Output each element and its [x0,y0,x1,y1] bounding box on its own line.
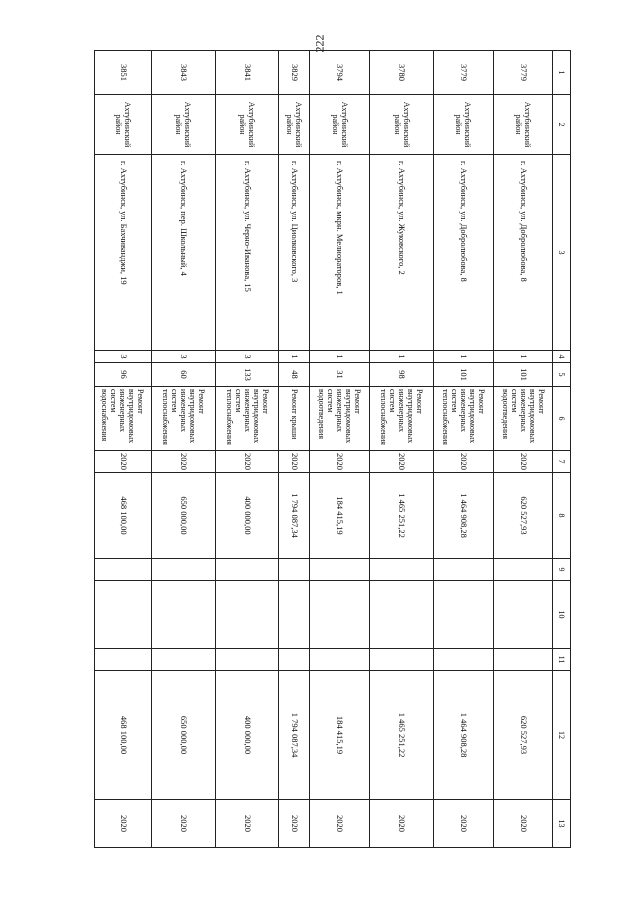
cell-c11 [95,649,152,671]
cell-address: г. Ахтубинск, ул. Циолковского, 3 [279,155,310,351]
cell-c8: 1 465 251,22 [370,473,434,559]
cell-year: 2020 [279,451,310,473]
col-header-7: 7 [553,451,571,473]
cell-c4: 1 [434,351,494,363]
cell-c12: 468 100,00 [95,671,152,800]
cell-c10 [434,581,494,649]
cell-c5: 101 [493,363,553,387]
cell-address: г. Ахтубинск, ул. Черно-Иванова, 15 [215,155,279,351]
cell-address: г. Ахтубинск, ул. Жуковского, 2 [370,155,434,351]
col-header-2: 2 [553,95,571,155]
col-header-12: 12 [553,671,571,800]
cell-id: 3851 [95,51,152,95]
cell-c13: 2020 [370,800,434,848]
cell-c5: 96 [95,363,152,387]
table-row [95,51,152,848]
cell-c13: 2020 [434,800,494,848]
table-row [279,51,310,848]
cell-c12: 184 415,19 [310,671,370,800]
cell-c8: 1 794 087,34 [279,473,310,559]
cell-c5: 48 [279,363,310,387]
cell-district: Ахтубинский район [370,95,434,155]
cell-c4: 3 [95,351,152,363]
table-row [370,51,434,848]
cell-address: г. Ахтубинск, пер. Школьный, 4 [151,155,215,351]
cell-c13: 2020 [95,800,152,848]
cell-c9 [310,559,370,581]
table-row [493,51,553,848]
cell-c11 [493,649,553,671]
cell-c10 [493,581,553,649]
cell-c10 [215,581,279,649]
cell-id: 3779 [434,51,494,95]
cell-c4: 1 [370,351,434,363]
cell-c12: 1 794 087,34 [279,671,310,800]
cell-c8: 184 415,19 [310,473,370,559]
cell-c5: 31 [310,363,370,387]
cell-id: 3780 [370,51,434,95]
table-row [151,51,215,848]
col-header-4: 4 [553,351,571,363]
cell-id: 3779 [493,51,553,95]
table-wrapper [94,50,571,847]
header-row [553,51,571,848]
cell-district: Ахтубинский район [493,95,553,155]
cell-address: г. Ахтубинск, ул. Бахчиванджи, 19 [95,155,152,351]
cell-c5: 101 [434,363,494,387]
cell-id: 3843 [151,51,215,95]
cell-c10 [151,581,215,649]
cell-year: 2020 [434,451,494,473]
cell-c4: 1 [310,351,370,363]
cell-c9 [215,559,279,581]
cell-c8: 650 000,00 [151,473,215,559]
cell-c10 [279,581,310,649]
cell-c4: 1 [493,351,553,363]
cell-c11 [151,649,215,671]
col-header-10: 10 [553,581,571,649]
cell-work: Ремонт внутридомовых инженерных систем теплоснабжения [151,387,215,451]
cell-c13: 2020 [151,800,215,848]
cell-address: г. Ахтубинск, ул. Добролюбова, 8 [493,155,553,351]
cell-id: 3794 [310,51,370,95]
col-header-3: 3 [553,155,571,351]
cell-year: 2020 [493,451,553,473]
col-header-11: 11 [553,649,571,671]
cell-work: Ремонт внутридомовых инженерных систем водоотведения [493,387,553,451]
cell-c12: 400 000,00 [215,671,279,800]
cell-year: 2020 [95,451,152,473]
cell-c5: 98 [370,363,434,387]
data-table [94,50,571,848]
cell-c11 [215,649,279,671]
table-row [434,51,494,848]
cell-year: 2020 [151,451,215,473]
cell-district: Ахтубинский район [279,95,310,155]
col-header-9: 9 [553,559,571,581]
cell-year: 2020 [215,451,279,473]
page-number-text: 222 [312,34,327,53]
cell-c9 [493,559,553,581]
col-header-8: 8 [553,473,571,559]
cell-c10 [95,581,152,649]
col-header-13: 13 [553,800,571,848]
cell-work: Ремонт внутридомовых инженерных систем теплоснабжения [215,387,279,451]
cell-c11 [370,649,434,671]
cell-id: 3841 [215,51,279,95]
cell-c12: 620 527,93 [493,671,553,800]
cell-c9 [279,559,310,581]
cell-year: 2020 [310,451,370,473]
cell-work: Ремонт внутридомовых инженерных систем водоотведения [310,387,370,451]
cell-c8: 1 464 908,28 [434,473,494,559]
col-header-5: 5 [553,363,571,387]
cell-c8: 468 100,00 [95,473,152,559]
cell-c9 [151,559,215,581]
cell-c11 [434,649,494,671]
cell-district: Ахтубинский район [95,95,152,155]
cell-c8: 620 527,93 [493,473,553,559]
cell-address: г. Ахтубинск, ул. Добролюбова, 8 [434,155,494,351]
table-row [215,51,279,848]
cell-c12: 650 000,00 [151,671,215,800]
cell-id: 3829 [279,51,310,95]
cell-c9 [434,559,494,581]
cell-work: Ремонт внутридомовых инженерных систем теплоснабжения [434,387,494,451]
cell-c5: 133 [215,363,279,387]
col-header-1: 1 [553,51,571,95]
cell-c8: 400 000,00 [215,473,279,559]
cell-c12: 1 464 908,28 [434,671,494,800]
cell-c4: 3 [215,351,279,363]
cell-district: Ахтубинский район [310,95,370,155]
cell-work: Ремонт крыши [279,387,310,451]
cell-c11 [310,649,370,671]
cell-c13: 2020 [215,800,279,848]
cell-c11 [279,649,310,671]
cell-address: г. Ахтубинск, мкрн. Мелиораторов, 1 [310,155,370,351]
cell-district: Ахтубинский район [215,95,279,155]
cell-c10 [370,581,434,649]
cell-district: Ахтубинский район [151,95,215,155]
cell-district: Ахтубинский район [434,95,494,155]
cell-c13: 2020 [279,800,310,848]
table-row [310,51,370,848]
cell-c13: 2020 [493,800,553,848]
col-header-6: 6 [553,387,571,451]
cell-c12: 1 465 251,22 [370,671,434,800]
cell-c10 [310,581,370,649]
cell-c5: 60 [151,363,215,387]
cell-work: Ремонт внутридомовых инженерных систем водоснабжения [95,387,152,451]
cell-c4: 3 [151,351,215,363]
cell-c4: 1 [279,351,310,363]
cell-c13: 2020 [310,800,370,848]
cell-year: 2020 [370,451,434,473]
cell-c9 [370,559,434,581]
cell-c9 [95,559,152,581]
cell-work: Ремонт внутридомовых инженерных систем теплоснабжения [370,387,434,451]
